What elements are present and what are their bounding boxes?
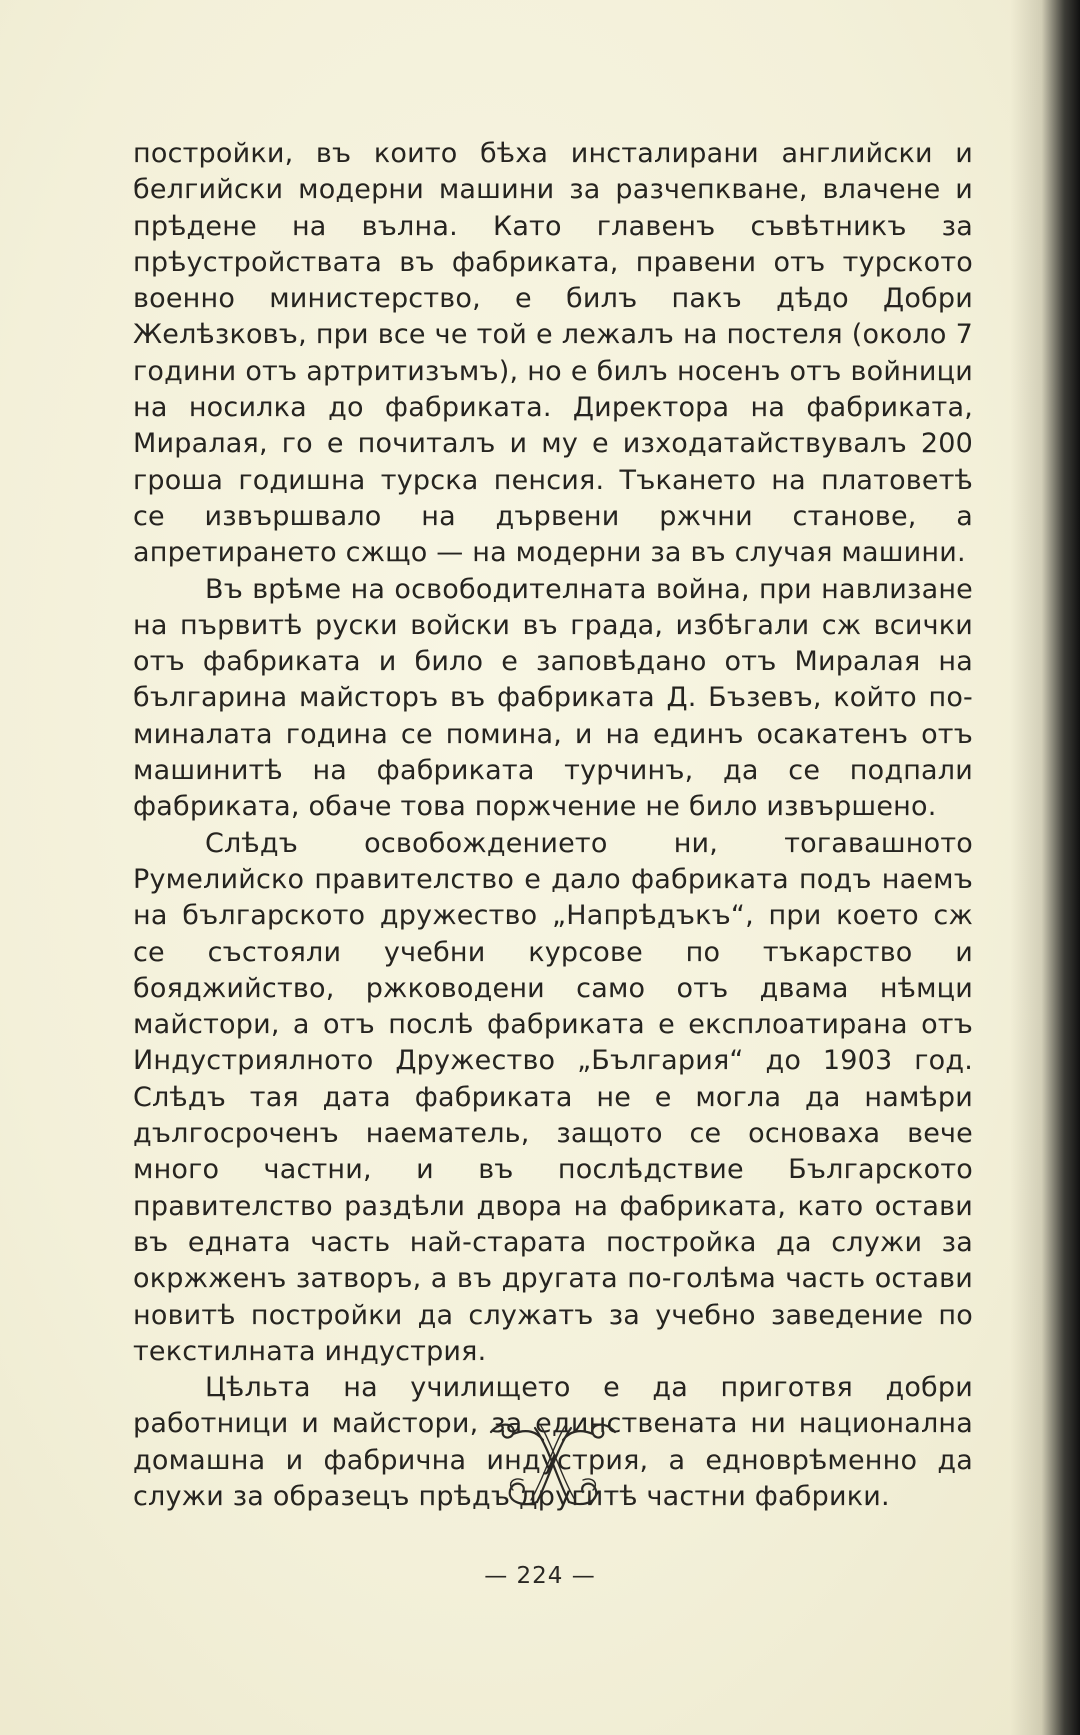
decorative-flourish-icon [483, 1418, 623, 1510]
paragraph-school-purpose: Цѣльта на училището е да приготвя добри работници и майстори, за единствената ни национална домашна и фабрична индустрия, а едноврѣменно да служи за образецъ прѣдъ другитѣ частни фабрики. [133, 1372, 973, 1512]
paragraph-after-liberation: Слѣдъ освобождението ни, тогавашното Румелийско правителство е дало фабриката подъ наемъ на българското дружество „Напрѣдъкъ“, при което сж се състояли учебни курсове по тъкарство и бояджийство, ржководени само отъ двама нѣмци майстори, а отъ послѣ фабриката е експлоатирана отъ Индустриялното Дружество „България“ до 1903 год. Слѣдъ тая дата фабриката не е могла да намѣри дългосроченъ наематель, защото се основаха вече много частни, и въ послѣдствие Българското правителство раздѣли двора на фабриката, като остави въ едната часть най-старата постройка да служи за окржженъ затворъ, а въ другата по-голѣма часть остави новитѣ постройки да служатъ за учебно заведение по текстилната индустрия. [133, 827, 973, 1367]
page-body-text [133, 136, 973, 1515]
page-number: — 224 — [484, 1563, 596, 1589]
book-spine-shadow [1010, 0, 1080, 1735]
paragraph-war-of-liberation: Въ врѣме на освободителната война, при навлизане на първитѣ руски войски въ града, избѣгали сж всички отъ фабриката и било е заповѣдано отъ Миралая на българина майсторъ въ фабриката Д. Бъзевъ, който по-миналата година се помина, и на единъ осакатенъ отъ машинитѣ на фабриката турчинъ, да се подпали фабриката, обаче това поржчение не било извършено. [133, 573, 973, 823]
paragraph-continuation: постройки, въ които бѣха инсталирани английски и белгийски модерни машини за разчепкване, влачене и прѣдене на вълна. Като главенъ съвѣтникъ за прѣустройствата въ фабриката, правени отъ турското военно министерство, е билъ пакъ дѣдо Добри Желѣзковъ, при все че той е лежалъ на постеля (около 7 години отъ артритизъмъ), но е билъ носенъ отъ войници на носилка до фабриката. Директора на фабриката, Миралая, го е почиталъ и му е изходатайствувалъ 200 гроша годишна турска пенсия. Тъканeто на платоветѣ се извършвало на дървени ржчни станове, а апретирането сжщо — на модерни за въ случая машини. [133, 138, 973, 569]
